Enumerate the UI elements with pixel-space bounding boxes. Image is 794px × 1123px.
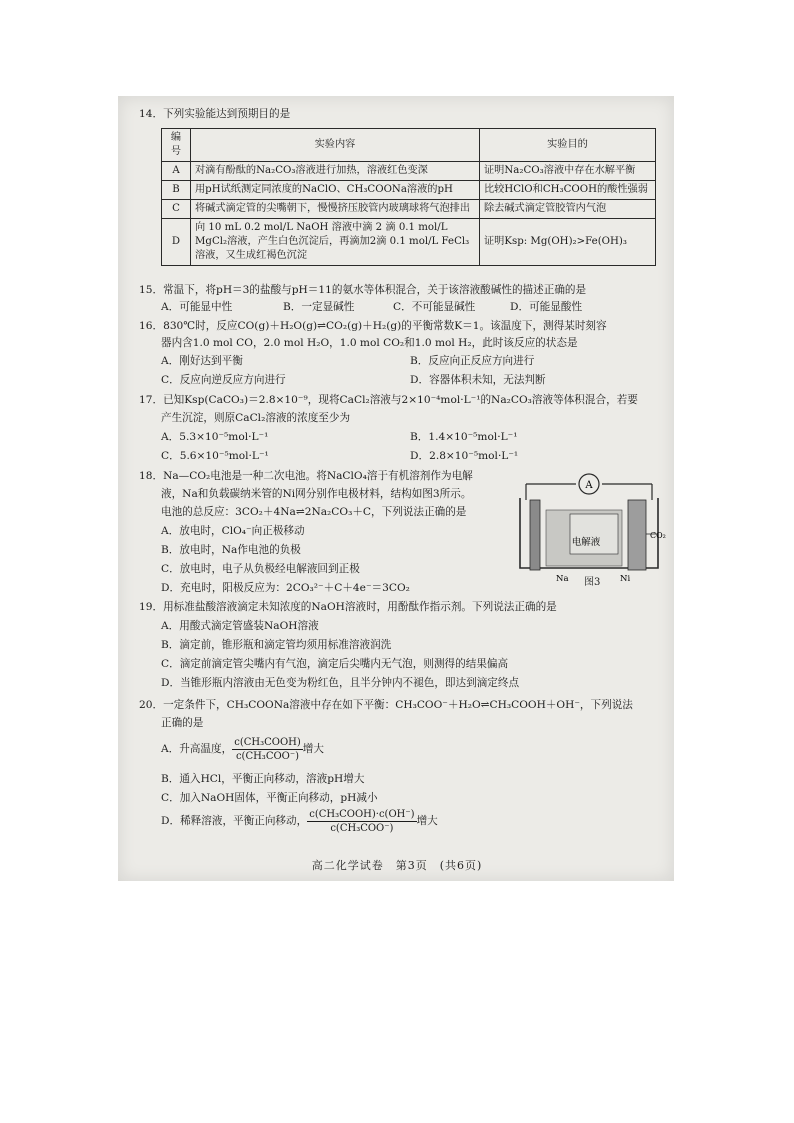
q17-option-a: A．5.3×10⁻⁵mol·L⁻¹ bbox=[161, 431, 269, 443]
table-row bbox=[162, 200, 656, 219]
q18-stem-line1: 18．Na—CO₂电池是一种二次电池。将NaClO₄溶于有机溶剂作为电解 bbox=[139, 470, 473, 482]
fraction-denominator: c(CH₃COO⁻) bbox=[235, 750, 300, 762]
q20-option-c: C．加入NaOH固体，平衡正向移动，pH减小 bbox=[161, 792, 378, 804]
q16-option-b: B．反应向正反应方向进行 bbox=[410, 355, 535, 367]
fraction-denominator: c(CH₃COO⁻) bbox=[330, 822, 394, 834]
q16-option-d: D．容器体积未知，无法判断 bbox=[410, 374, 546, 386]
q16-stem-line1: 16．830℃时，反应CO(g)＋H₂O(g)⇌CO₂(g)＋H₂(g)的平衡常数K＝1。该温度下，测得某时刻容 bbox=[139, 320, 607, 332]
q20-option-a bbox=[161, 734, 324, 764]
table-header-row bbox=[162, 129, 656, 162]
q18-option-d: D．充电时，阳极反应为：2CO₃²⁻＋C＋4e⁻＝3CO₂ bbox=[161, 582, 410, 594]
ammeter-label: A bbox=[585, 480, 593, 491]
row-purpose: 证明Na₂CO₃溶液中存在水解平衡 bbox=[480, 162, 656, 181]
q20-option-a-suffix: 增大 bbox=[302, 743, 324, 755]
ni-label: Ni bbox=[620, 574, 631, 584]
q16-option-c: C．反应向逆反应方向进行 bbox=[161, 374, 286, 386]
q18-stem-line2: 液，Na和负载碳纳米管的Ni网分别作电极材料，结构如图3所示。 bbox=[161, 488, 472, 500]
page-footer: 高二化学试卷 第3页 (共6页) bbox=[311, 859, 483, 872]
q15-option-a: A．可能显中性 bbox=[161, 301, 233, 313]
q17-stem-line2: 产生沉淀，则原CaCl₂溶液的浓度至少为 bbox=[161, 412, 351, 424]
q19-option-d: D．当锥形瓶内溶液由无色变为粉红色，且半分钟内不褪色，即达到滴定终点 bbox=[161, 677, 520, 689]
q18-option-b: B．放电时，Na作电池的负极 bbox=[161, 544, 301, 556]
row-content: 对滴有酚酞的Na₂CO₃溶液进行加热，溶液红色变深 bbox=[191, 162, 480, 181]
q20-option-d-prefix: D．稀释溶液，平衡正向移动， bbox=[161, 815, 308, 827]
q20-option-a-prefix: A．升高温度， bbox=[161, 743, 233, 755]
header-content: 实验内容 bbox=[191, 129, 480, 162]
q19-option-b: B．滴定前，锥形瓶和滴定管均须用标准溶液润洗 bbox=[161, 639, 392, 651]
q19-option-a: A．用酸式滴定管盛装NaOH溶液 bbox=[161, 620, 319, 632]
q18-stem-line3: 电池的总反应：3CO₂＋4Na⇌2Na₂CO₃＋C，下列说法正确的是 bbox=[161, 506, 467, 518]
q17-option-c: C．5.6×10⁻⁵mol·L⁻¹ bbox=[161, 450, 269, 462]
q20-option-d-suffix: 增大 bbox=[416, 815, 438, 827]
q20-option-d-fraction bbox=[307, 808, 416, 835]
q19-stem: 19．用标准盐酸溶液滴定未知浓度的NaOH溶液时，用酚酞作指示剂。下列说法正确的是 bbox=[139, 601, 557, 613]
q16-stem-line2: 器内含1.0 mol CO，2.0 mol H₂O，1.0 mol CO₂和1.0 mol H₂，此时该反应的状态是 bbox=[161, 337, 578, 349]
q14-table bbox=[161, 128, 656, 266]
q18-option-a: A．放电时，ClO₄⁻向正极移动 bbox=[161, 525, 305, 537]
row-id: B bbox=[162, 181, 191, 200]
row-content: 用pH试纸测定同浓度的NaClO、CH₃COONa溶液的pH bbox=[191, 181, 480, 200]
q15-option-b: B．一定显碱性 bbox=[283, 301, 355, 313]
q15-option-d: D．可能显酸性 bbox=[510, 301, 583, 313]
row-content: 将碱式滴定管的尖嘴朝下，慢慢挤压胶管内玻璃球将气泡排出 bbox=[191, 200, 480, 219]
header-id: 编号 bbox=[162, 129, 191, 162]
q20-option-d bbox=[161, 806, 438, 836]
q15-option-c: C．不可能显碱性 bbox=[393, 301, 476, 313]
row-purpose: 除去碱式滴定管胶管内气泡 bbox=[480, 200, 656, 219]
row-content: 向 10 mL 0.2 mol/L NaOH 溶液中滴 2 滴 0.1 mol/L MgCl₂溶液，产生白色沉淀后，再滴加2滴 0.1 mol/L FeCl₃溶液，又生成红褐色沉淀 bbox=[191, 219, 480, 266]
q17-stem-line1: 17．已知Ksp(CaCO₃)＝2.8×10⁻⁹，现将CaCl₂溶液与2×10⁻⁴mol·L⁻¹的Na₂CO₃溶液等体积混合，若要 bbox=[139, 394, 638, 406]
figure-caption: 图3 bbox=[584, 577, 601, 588]
table-row bbox=[162, 181, 656, 200]
battery-diagram bbox=[516, 470, 666, 590]
q20-stem-line1: 20．一定条件下，CH₃COONa溶液中存在如下平衡：CH₃COO⁻＋H₂O⇌CH₃COOH＋OH⁻，下列说法 bbox=[139, 699, 633, 711]
row-id: D bbox=[162, 219, 191, 266]
electrolyte-label: 电解液 bbox=[571, 537, 601, 548]
q20-stem-line2: 正确的是 bbox=[161, 717, 204, 729]
row-purpose: 比较HClO和CH₃COOH的酸性强弱 bbox=[480, 181, 656, 200]
header-purpose: 实验目的 bbox=[480, 129, 656, 162]
q20-option-a-fraction bbox=[232, 736, 303, 763]
q17-option-d: D．2.8×10⁻⁵mol·L⁻¹ bbox=[410, 450, 519, 462]
fraction-numerator: c(CH₃COOH) bbox=[234, 736, 301, 748]
na-label: Na bbox=[556, 574, 569, 584]
q15-stem: 15．常温下，将pH＝3的盐酸与pH＝11的氨水等体积混合，关于该溶液酸碱性的描述正确的是 bbox=[139, 284, 587, 296]
q19-option-c: C．滴定前滴定管尖嘴内有气泡，滴定后尖嘴内无气泡，则测得的结果偏高 bbox=[161, 658, 509, 670]
ni-mesh-electrode bbox=[628, 500, 646, 570]
q18-option-c: C．放电时，电子从负极经电解液回到正极 bbox=[161, 563, 360, 575]
q16-option-a: A．刚好达到平衡 bbox=[161, 355, 243, 367]
q14-stem: 14．下列实验能达到预期目的是 bbox=[139, 108, 291, 120]
table-row bbox=[162, 219, 656, 266]
row-id: A bbox=[162, 162, 191, 181]
q20-option-b: B．通入HCl，平衡正向移动，溶液pH增大 bbox=[161, 773, 365, 785]
fraction-numerator: c(CH₃COOH)·c(OH⁻) bbox=[309, 808, 415, 820]
row-id: C bbox=[162, 200, 191, 219]
table-row bbox=[162, 162, 656, 181]
na-electrode bbox=[530, 500, 540, 570]
q17-option-b: B．1.4×10⁻⁵mol·L⁻¹ bbox=[410, 431, 518, 443]
co2-label: CO₂ bbox=[650, 531, 666, 540]
row-purpose: 证明Ksp: Mg(OH)₂>Fe(OH)₃ bbox=[480, 219, 656, 266]
